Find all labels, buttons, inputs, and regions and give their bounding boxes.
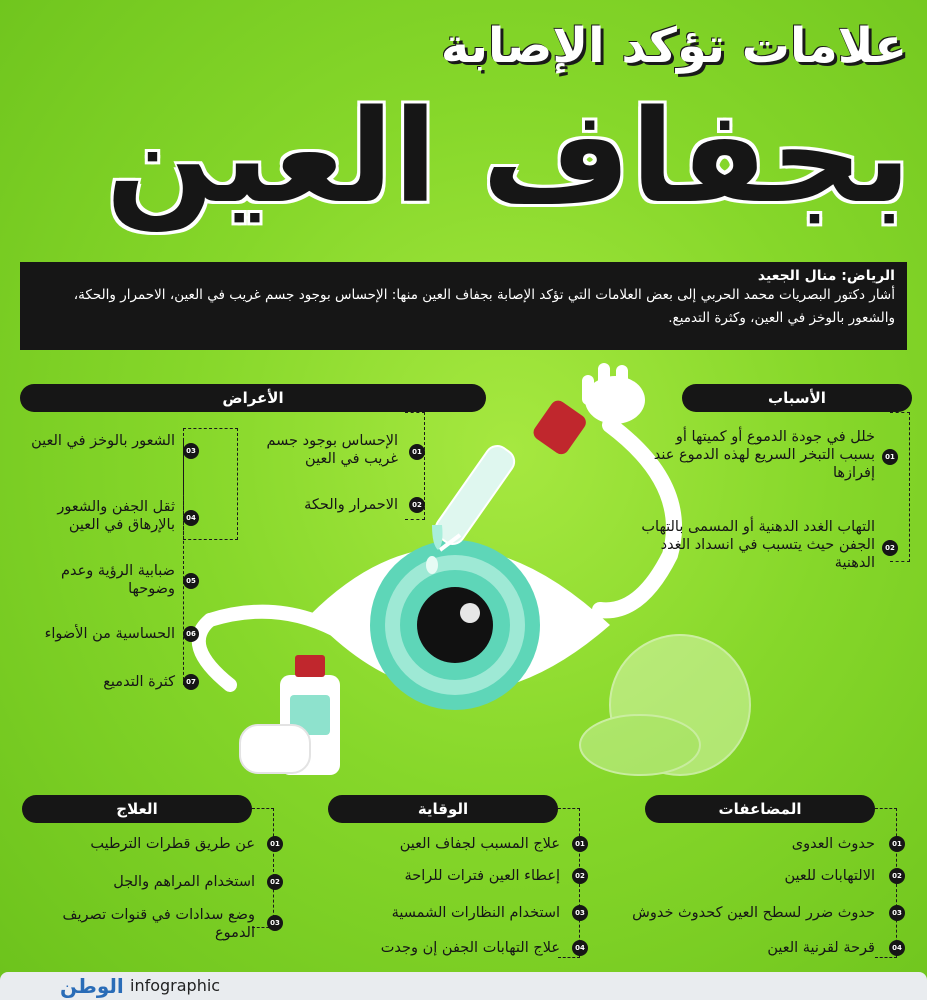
complications-badge-01: 01: [889, 836, 905, 852]
prevention-item-04: علاج التهابات الجفن إن وجدت: [380, 940, 560, 956]
symptoms-item-06: الحساسية من الأضواء: [44, 626, 175, 642]
causes-item-02: التهاب الغدد الدهنية أو المسمى بالتهاب الجفن حيث يتسبب في انسداد الغدد الدهنية: [641, 519, 875, 571]
causes-connector: [890, 412, 910, 562]
symptoms-item-05: ضبابية الرؤية وعدم وضوحها: [60, 563, 175, 597]
causes-badge-01: 01: [882, 449, 898, 465]
symptoms-item-02: الاحمرار والحكة: [304, 497, 398, 513]
causes-title: الأسباب: [768, 389, 826, 407]
complications-item-01: حدوث العدوى: [791, 836, 875, 852]
treatment-item-02: استخدام المراهم والجل: [113, 874, 255, 890]
complications-badge-03: 03: [889, 905, 905, 921]
intro-box: [20, 262, 907, 350]
causes-badge-02: 02: [882, 540, 898, 556]
symptoms-header: [20, 384, 486, 412]
complications-item-04: قرحة لقرنية العين: [767, 940, 875, 956]
intro-text: أشار دكتور البصريات محمد الحربي إلى بعض العلامات التي تؤكد الإصابة بجفاف العين منها: الإحساس بوجود جسم غريب في العين، الاحمرار والحكة، والشعور بالوخز في العين، وكثرة التدميع.: [73, 287, 895, 326]
main-title: بجفاف العين: [105, 83, 911, 232]
symptoms-badge-04: 04: [183, 510, 199, 526]
eye-illustration: [170, 355, 770, 805]
infographic-label: infographic: [130, 976, 221, 995]
brand-logo: الوطن: [60, 974, 124, 998]
complications-header: [645, 795, 875, 823]
symptoms-item-07: كثرة التدميع: [103, 674, 175, 690]
prevention-badge-03: 03: [572, 905, 588, 921]
treatment-badge-02: 02: [267, 874, 283, 890]
prevention-item-03: استخدام النظارات الشمسية: [391, 905, 560, 921]
footer-bar: [0, 972, 927, 1000]
complications-title: المضاعفات: [718, 800, 802, 818]
symptoms-item-03: الشعور بالوخز في العين: [31, 433, 175, 449]
symptoms-badge-01: 01: [409, 444, 425, 460]
symptoms-badge-05: 05: [183, 573, 199, 589]
symptoms-badge-07: 07: [183, 674, 199, 690]
treatment-item-03: وضع سدادات في قنوات تصريف الدموع: [62, 907, 255, 941]
treatment-header: [22, 795, 252, 823]
hand-icon: [582, 363, 645, 424]
symptoms-badge-02: 02: [409, 497, 425, 513]
treatment-badge-03: 03: [267, 915, 283, 931]
complications-item-03: حدوث ضرر لسطح العين كحدوث خدوش: [632, 905, 875, 921]
complications-item-02: الالتهابات للعين: [784, 868, 875, 884]
symptoms-connector-left: [183, 440, 184, 685]
eye-drop-bottle-icon: [240, 655, 340, 775]
treatment-connector: [252, 808, 274, 928]
symptoms-badge-03: 03: [183, 443, 199, 459]
complications-badge-02: 02: [889, 868, 905, 884]
complications-badge-04: 04: [889, 940, 905, 956]
causes-item-01: خلل في جودة الدموع أو كميتها أو بسبب التبخر السريع لهذه الدموع عند إفرازها: [653, 429, 875, 481]
prevention-badge-01: 01: [572, 836, 588, 852]
prevention-badge-02: 02: [572, 868, 588, 884]
symptoms-badge-06: 06: [183, 626, 199, 642]
symptoms-item-04: ثقل الجفن والشعور بالإرهاق في العين: [57, 499, 175, 533]
prevention-header: [328, 795, 558, 823]
symptoms-title: الأعراض: [222, 389, 284, 407]
contact-lens-icon: [580, 635, 750, 775]
treatment-badge-01: 01: [267, 836, 283, 852]
byline: الرياض: منال الجعيد: [757, 268, 895, 284]
prevention-title: الوقاية: [417, 800, 469, 818]
treatment-item-01: عن طريق قطرات الترطيب: [90, 836, 255, 852]
subtitle: علامات تؤكد الإصابة: [440, 18, 907, 74]
prevention-item-02: إعطاء العين فترات للراحة: [404, 868, 560, 884]
causes-header: [682, 384, 912, 412]
prevention-item-01: علاج المسبب لجفاف العين: [399, 836, 560, 852]
treatment-title: العلاج: [116, 800, 158, 818]
symptoms-item-01: الإحساس بوجود جسم غريب في العين: [266, 433, 398, 467]
prevention-badge-04: 04: [572, 940, 588, 956]
